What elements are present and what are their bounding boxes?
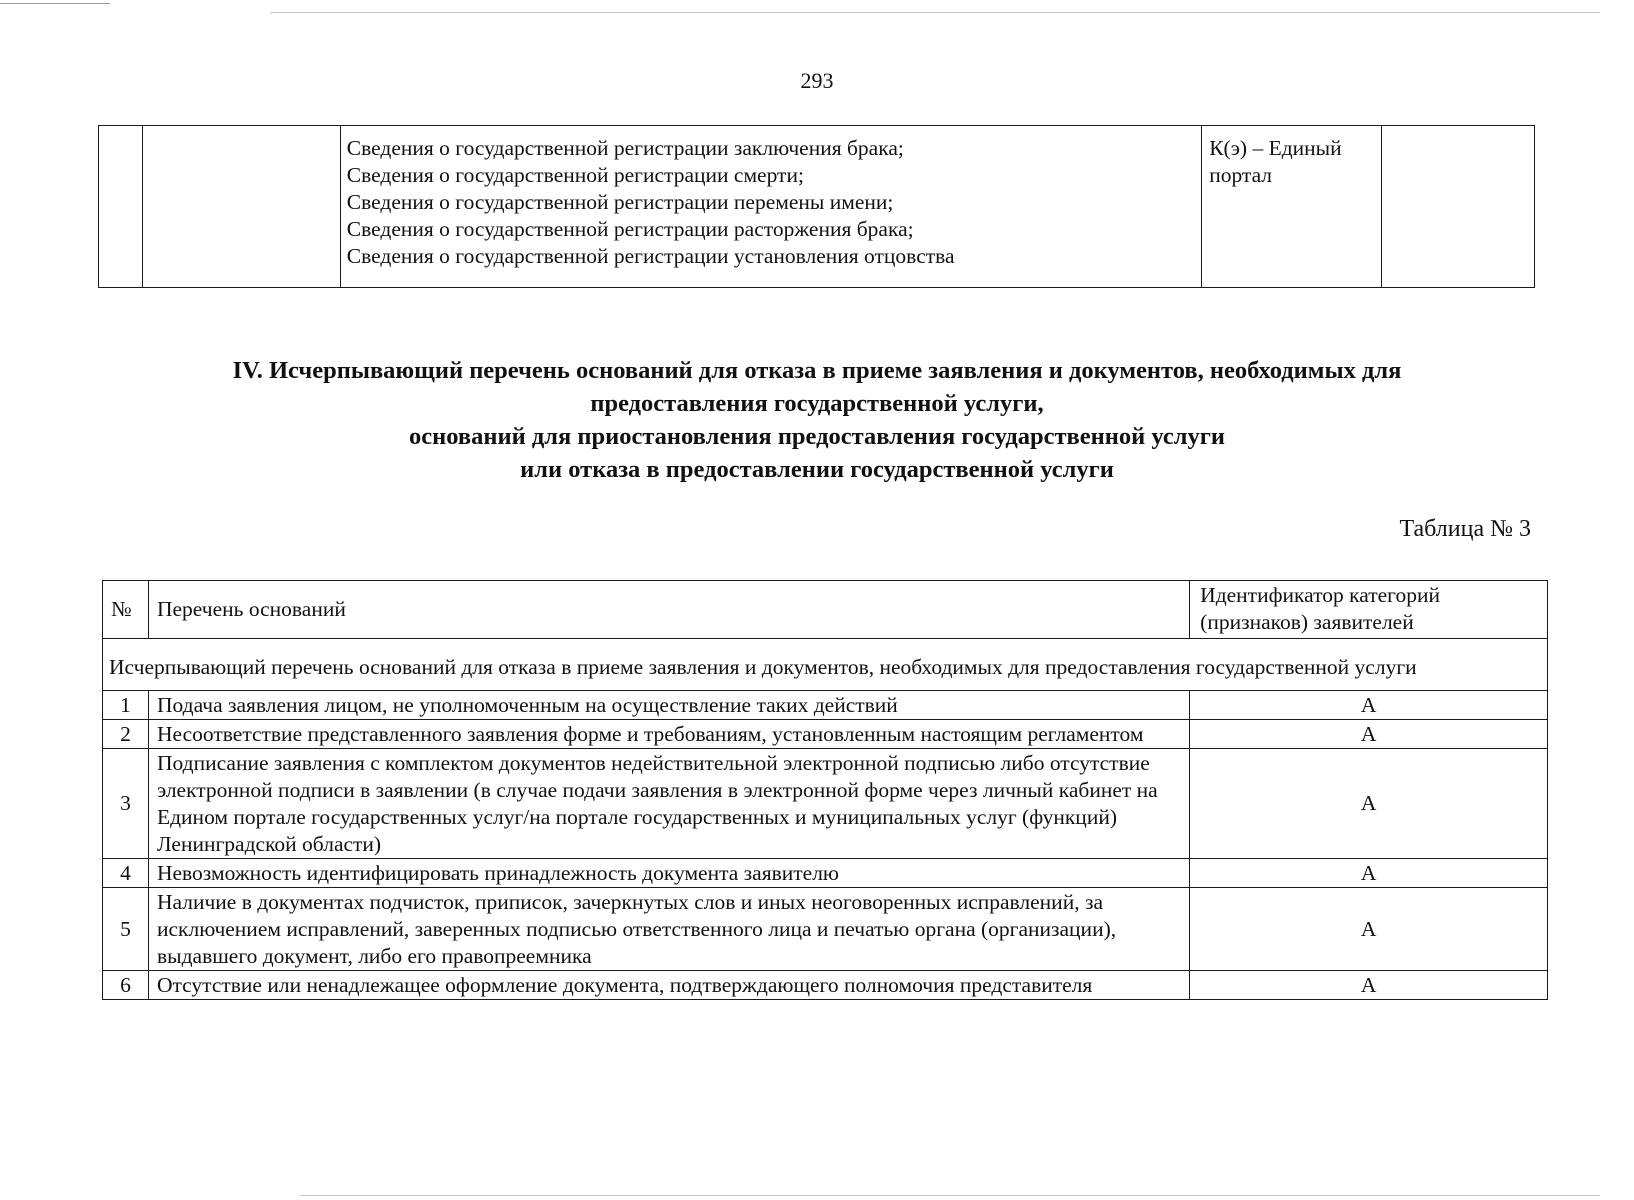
row-number: 5 bbox=[103, 888, 149, 971]
heading-line: оснований для приостановления предоставления государственной услуги bbox=[409, 423, 1225, 450]
table-caption: Таблица № 3 bbox=[1399, 516, 1531, 542]
list-item: Сведения о государственной регистрации смерти; bbox=[346, 163, 804, 187]
row-number: 4 bbox=[103, 859, 149, 888]
row-category: А bbox=[1190, 749, 1548, 859]
row-number-cell bbox=[99, 126, 143, 288]
scan-artifact-line bbox=[0, 3, 110, 4]
section-title: Исчерпывающий перечень оснований для отказа в приеме заявления и документов, необходимых для предоставления государственной услуги bbox=[103, 639, 1548, 691]
table-row bbox=[103, 859, 1548, 888]
list-item: Сведения о государственной регистрации перемены имени; bbox=[346, 190, 894, 214]
row-number: 1 bbox=[103, 691, 149, 720]
empty-cell bbox=[142, 126, 340, 288]
table-row bbox=[103, 971, 1548, 1000]
table-row bbox=[103, 691, 1548, 720]
row-category: А bbox=[1190, 859, 1548, 888]
continuation-table bbox=[98, 125, 1535, 288]
documents-list-cell bbox=[340, 126, 1201, 288]
row-text: Наличие в документах подчисток, приписок, зачеркнутых слов и иных неоговоренных исправлений, за исключением исправлений, заверенных подписью ответственного лица и печатью органа (организации), выдавшего документ, либо его правопреемника bbox=[148, 888, 1189, 971]
table-row bbox=[103, 720, 1548, 749]
row-category: А bbox=[1190, 971, 1548, 1000]
row-category: А bbox=[1190, 888, 1548, 971]
category-cell: К(э) – Единый портал bbox=[1202, 126, 1382, 288]
scan-artifact-line bbox=[300, 1195, 1600, 1196]
scan-artifact-line bbox=[270, 12, 1600, 13]
section-heading bbox=[60, 354, 1574, 486]
row-text: Подача заявления лицом, не уполномоченным на осуществление таких действий bbox=[148, 691, 1189, 720]
list-item: Сведения о государственной регистрации расторжения брака; bbox=[346, 217, 914, 241]
table-row bbox=[99, 126, 1535, 288]
table-row bbox=[103, 888, 1548, 971]
row-text: Несоответствие представленного заявления форме и требованиям, установленным настоящим регламентом bbox=[148, 720, 1189, 749]
table-header-row bbox=[103, 581, 1548, 639]
row-number: 3 bbox=[103, 749, 149, 859]
row-text: Отсутствие или ненадлежащее оформление документа, подтверждающего полномочия представителя bbox=[148, 971, 1189, 1000]
row-text: Невозможность идентифицировать принадлежность документа заявителю bbox=[148, 859, 1189, 888]
header-category: Идентификатор категорий (признаков) заявителей bbox=[1190, 581, 1548, 639]
empty-cell bbox=[1382, 126, 1535, 288]
header-reasons: Перечень оснований bbox=[148, 581, 1189, 639]
page-number: 293 bbox=[800, 68, 834, 93]
heading-line: или отказа в предоставлении государственной услуги bbox=[520, 456, 1114, 483]
row-number: 6 bbox=[103, 971, 149, 1000]
table-section-row bbox=[103, 639, 1548, 691]
row-number: 2 bbox=[103, 720, 149, 749]
heading-line: предоставления государственной услуги, bbox=[590, 390, 1044, 417]
row-text: Подписание заявления с комплектом документов недействительной электронной подписью либо отсутствие электронной подписи в заявлении (в случае подачи заявления в электронной форме через личный кабинет на Едином портале государственных услуг/на портале государственных и муниципальных услуг (функций) Ленинградской области) bbox=[148, 749, 1189, 859]
row-category: А bbox=[1190, 691, 1548, 720]
table-row bbox=[103, 749, 1548, 859]
heading-line: IV. Исчерпывающий перечень оснований для отказа в приеме заявления и документов, необходимых для bbox=[232, 357, 1402, 384]
row-category: А bbox=[1190, 720, 1548, 749]
list-item: Сведения о государственной регистрации заключения брака; bbox=[346, 136, 904, 160]
header-number: № bbox=[103, 581, 149, 639]
list-item: Сведения о государственной регистрации установления отцовства bbox=[346, 244, 955, 268]
refusal-grounds-table bbox=[102, 580, 1548, 1000]
